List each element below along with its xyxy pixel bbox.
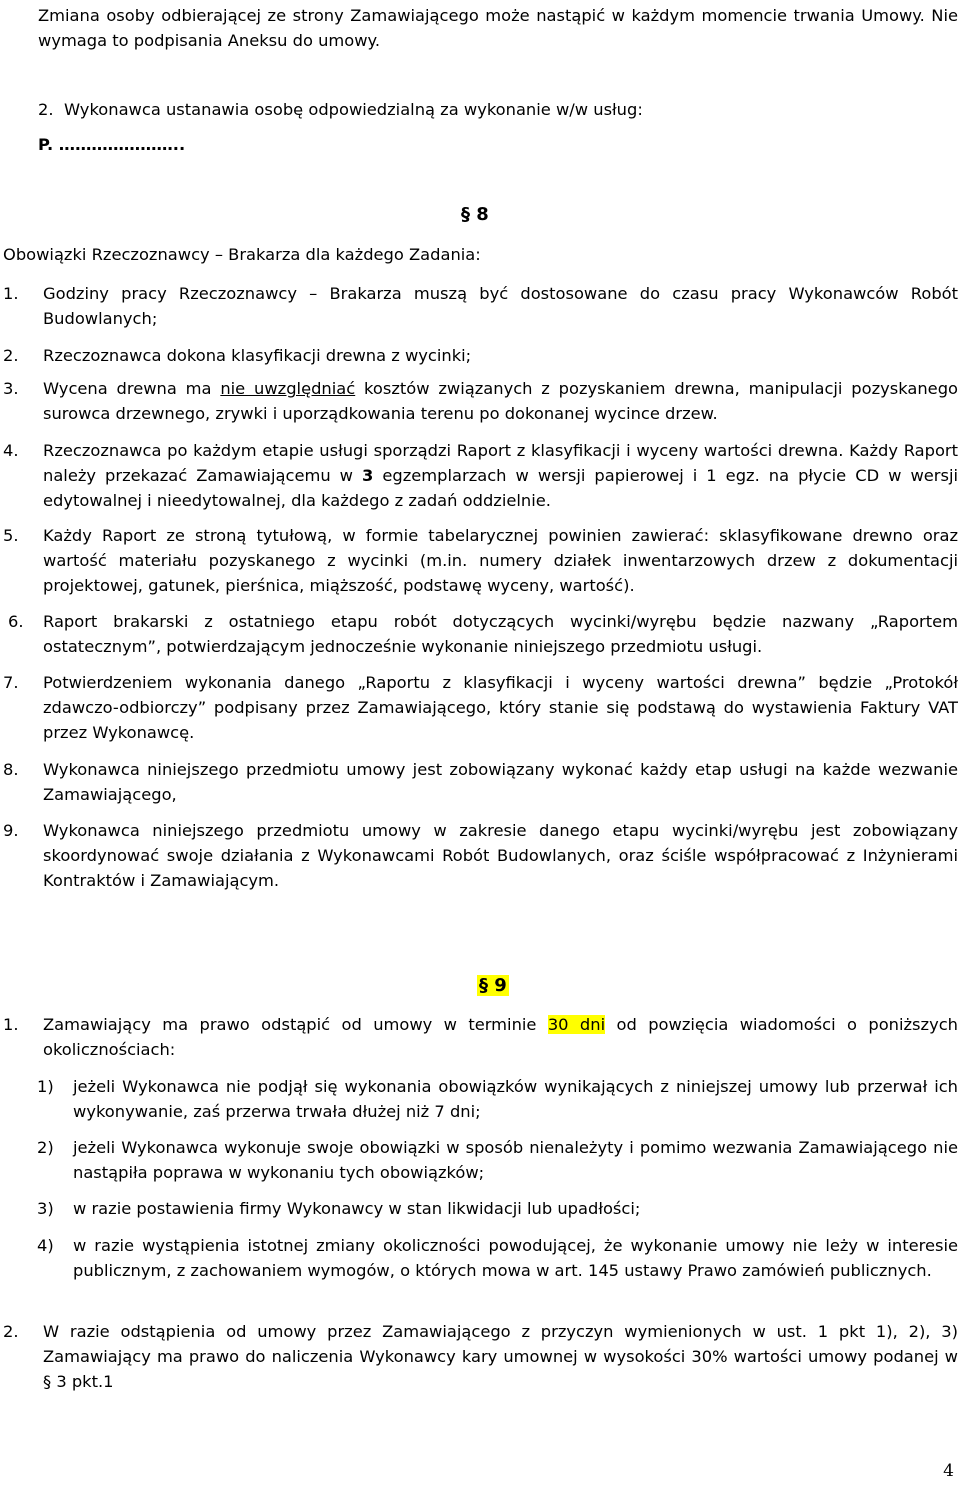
s9-paragraph-2: W razie odstąpienia od umowy przez Zamawiającego z przyczyn wymienionych w ust. 1 pkt 1), 2), 3) Zamawiający ma prawo do naliczenia Wykonawcy kary umownej w wysokości 30% wartości umowy podanej w § 3 pkt.1 bbox=[43, 1322, 958, 1391]
highlighted-deadline: 30 dni bbox=[547, 1015, 606, 1034]
s8-item-4 bbox=[43, 438, 958, 513]
s8-item-7: Potwierdzeniem wykonania danego „Raportu z klasyfikacji i wyceny wartości drewna” będzie „Protokół zdawczo-odbiorczy” podpisany przez Zamawiającego, który stanie się podstawą do wystawienia Faktury VAT przez Wykonawcę. bbox=[43, 673, 958, 742]
s8-item-1: Godziny pracy Rzeczoznawcy – Brakarza muszą być dostosowane do czasu pracy Wykonawców Robót Budowlanych; bbox=[43, 284, 958, 328]
responsible-person-name: P. ………………….. bbox=[38, 135, 186, 154]
subitem-number: 1) bbox=[37, 1077, 54, 1096]
item-number: 1. bbox=[3, 1015, 19, 1034]
item-number: 8. bbox=[3, 760, 19, 779]
item-number: 2. bbox=[3, 1322, 19, 1341]
s9-subitem-2: jeżeli Wykonawca wykonuje swoje obowiązki w sposób nienależyty i pomimo wezwania Zamawiającego nie nastąpiła poprawa w wykonaniu tych obowiązków; bbox=[73, 1138, 958, 1182]
s8-item-6: Raport brakarski z ostatniego etapu robót dotyczących wycinki/wyrębu będzie nazwany „Raportem ostatecznym”, potwierdzającym jednocześnie wykonanie niniejszego przedmiotu usługi. bbox=[43, 612, 958, 656]
section-8-heading: § 8 bbox=[461, 204, 489, 225]
s8-item-8: Wykonawca niniejszego przedmiotu umowy jest zobowiązany wykonać każdy etap usługi na każde wezwanie Zamawiającego, bbox=[43, 760, 958, 804]
s9-p1-post: od powzięcia wiadomości o poniższych okolicznościach: bbox=[43, 1015, 958, 1059]
s9-subitem-4: w razie wystąpienia istotnej zmiany okoliczności powodującej, że wykonanie umowy nie leży w interesie publicznym, z zachowaniem wymogów, o których mowa w art. 145 ustawy Prawo zamówień publicznych. bbox=[73, 1236, 958, 1280]
section-9-heading: § 9 bbox=[479, 975, 507, 996]
s8-item-3 bbox=[43, 376, 958, 426]
s9-subitem-1: jeżeli Wykonawca nie podjął się wykonania obowiązków wynikających z niniejszej umowy lub przerwał ich wykonywanie, zaś przerwa trwała dłużej niż 7 dni; bbox=[73, 1077, 958, 1121]
section-8-intro: Obowiązki Rzeczoznawcy – Brakarza dla każdego Zadania: bbox=[3, 245, 481, 264]
s8-item-4-pre: Rzeczoznawca po każdym etapie usługi sporządzi Raport z klasyfikacji i wyceny wartości drewna. Każdy Raport należy przekazać Zamawiającemu w bbox=[43, 441, 958, 485]
item-number: 4. bbox=[3, 441, 19, 460]
item-number: 1. bbox=[3, 284, 19, 303]
s8-item-2: Rzeczoznawca dokona klasyfikacji drewna z wycinki; bbox=[43, 346, 472, 365]
s8-item-9: Wykonawca niniejszego przedmiotu umowy w zakresie danego etapu wycinki/wyrębu jest zobowiązany skoordynować swoje działania z Wykonawcami Robót Budowlanych, oraz ściśle współpracować z Inżynierami Kontraktów i Zamawiającym. bbox=[43, 821, 958, 890]
s9-p1-pre: Zamawiający ma prawo odstąpić od umowy w terminie bbox=[43, 1015, 548, 1034]
item-number: 3. bbox=[3, 379, 19, 398]
s9-subitem-3: w razie postawienia firmy Wykonawcy w stan likwidacji lub upadłości; bbox=[73, 1199, 641, 1218]
subitem-number: 3) bbox=[37, 1199, 54, 1218]
paragraph-responsible-person: Wykonawca ustanawia osobę odpowiedzialną za wykonanie w/w usług: bbox=[64, 100, 643, 119]
s8-item-4-post: egzemplarzach w wersji papierowej i 1 egz. na płycie CD w wersji edytowalnej i nieedytowalnej, dla każdego z zadań oddzielnie. bbox=[43, 466, 959, 510]
page-number: 4 bbox=[943, 1461, 954, 1481]
s9-paragraph-1 bbox=[43, 1012, 958, 1062]
subitem-number: 4) bbox=[37, 1236, 54, 1255]
paragraph-change-person: Zmiana osoby odbierającej ze strony Zamawiającego może nastąpić w każdym momencie trwania Umowy. Nie wymaga to podpisania Aneksu do umowy. bbox=[38, 6, 958, 50]
item-number: 2. bbox=[3, 346, 19, 365]
s8-item-3-underlined: nie uwzględniać bbox=[220, 379, 356, 398]
item-number: 9. bbox=[3, 821, 19, 840]
item-number: 6. bbox=[8, 612, 24, 631]
s8-item-3-post: kosztów związanych z pozyskaniem drewna, manipulacji pozyskanego surowca drzewnego, zrywki i uporządkowania terenu po dokonanej wycince drzew. bbox=[43, 379, 958, 423]
item-number: 7. bbox=[3, 673, 19, 692]
subitem-number: 2) bbox=[37, 1138, 54, 1157]
s8-item-5: Każdy Raport ze stroną tytułową, w formie tabelarycznej powinien zawierać: sklasyfikowane drewno oraz wartość materiału pozyskanego z wycinki (m.in. numery działek inwentarzowych drzew z dokumentacji projektowej, gatunek, pierśnica, miąższość, podstawę wyceny, wartość). bbox=[43, 526, 958, 595]
s8-item-4-bold: 3 bbox=[362, 466, 374, 485]
item-number: 5. bbox=[3, 526, 19, 545]
item-number: 2. bbox=[38, 100, 54, 119]
s8-item-3-pre: Wycena drewna ma bbox=[43, 379, 221, 398]
